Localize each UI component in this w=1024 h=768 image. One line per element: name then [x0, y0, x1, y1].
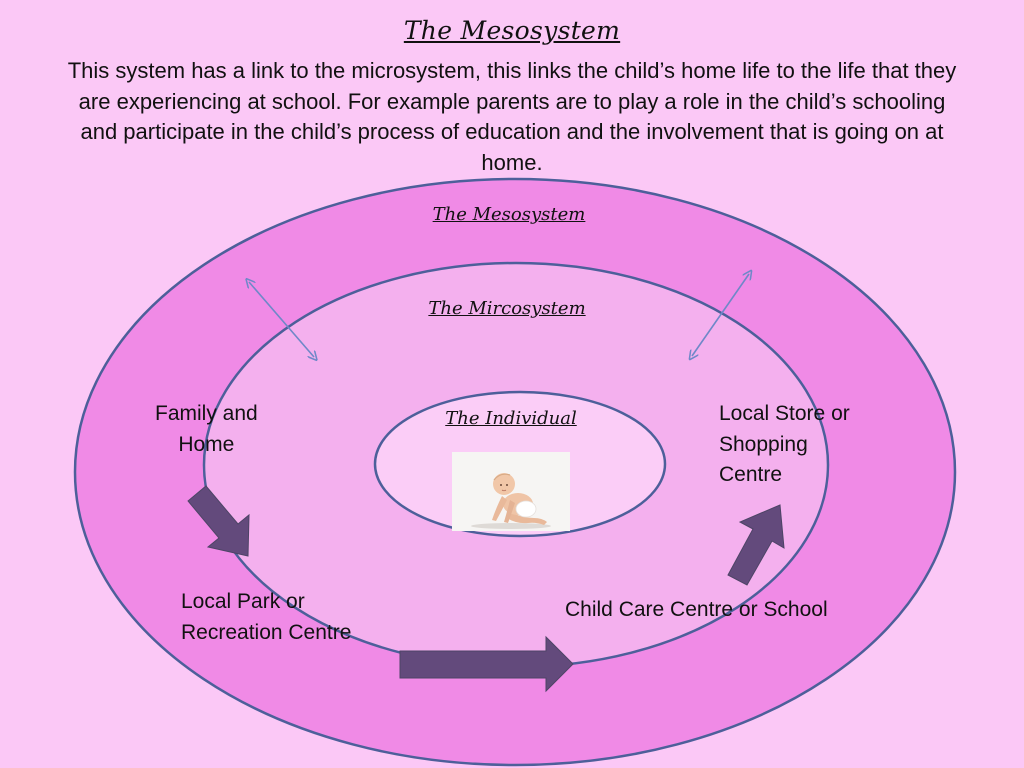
page-title: The Mesosystem: [403, 16, 621, 45]
microsystem-label: The Mircosystem: [428, 298, 586, 319]
baby-icon: [452, 452, 570, 531]
place-child-care: Child Care Centre or School: [565, 598, 828, 621]
place-family-home: Family and Home: [155, 402, 258, 456]
place-local-park: Local Park or Recreation Centre: [181, 590, 352, 644]
mesosystem-label: The Mesosystem: [432, 204, 586, 225]
baby-image: [452, 452, 570, 531]
place-local-store: Local Store or Shopping Centre: [719, 402, 850, 486]
individual-label: The Individual: [445, 408, 577, 429]
description-text: This system has a link to the microsystem, this links the child’s home life to the life that they are experiencing at school. For example parents are to play a role in the child’s schooling and participate in the child’s process of education and the involvement that is going on at home.: [67, 58, 957, 175]
